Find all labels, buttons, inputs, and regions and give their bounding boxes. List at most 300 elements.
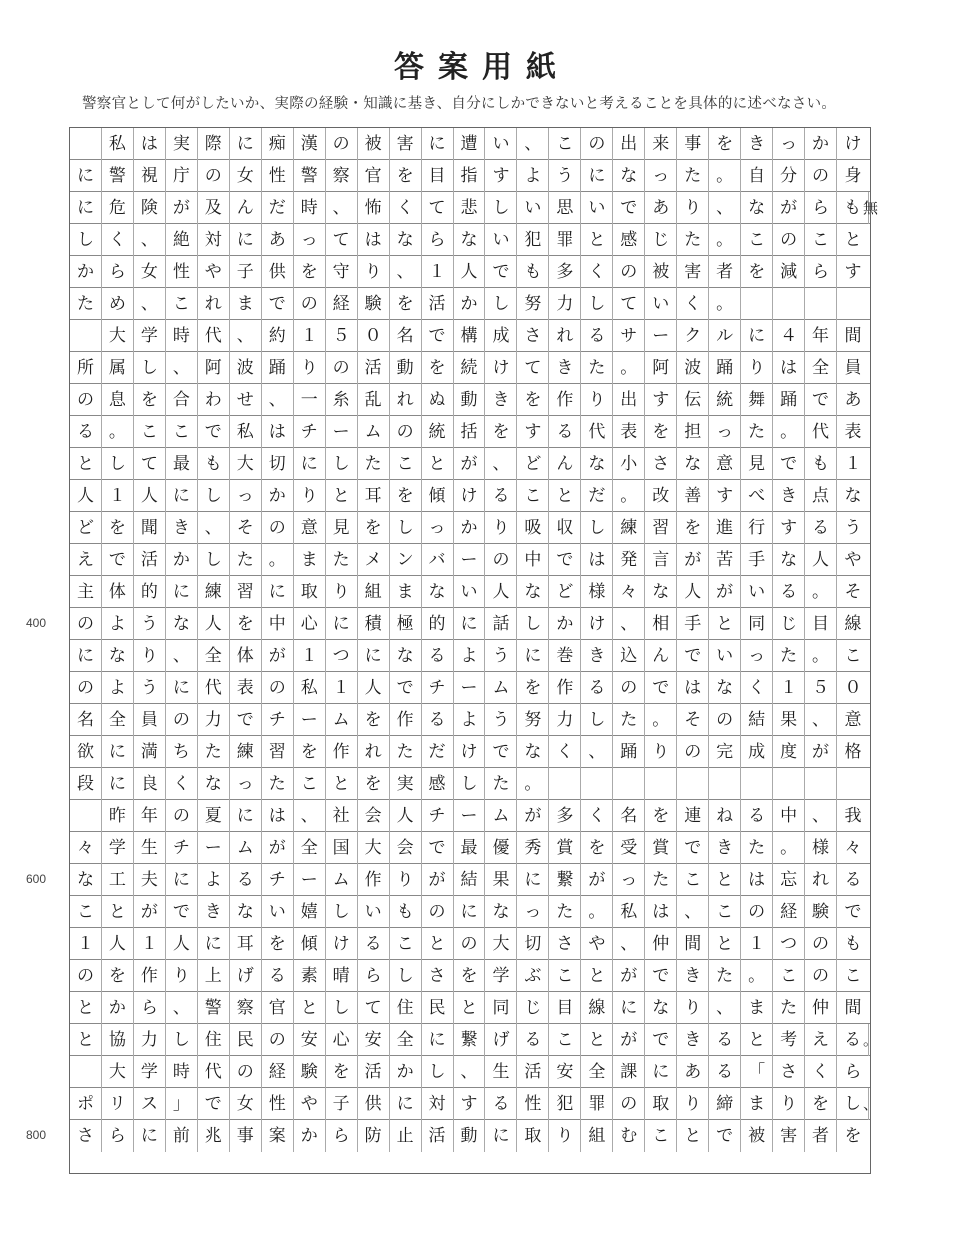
grid-cell: 小 [613, 448, 645, 480]
grid-cell: 時 [294, 192, 326, 224]
grid-cell: る [358, 928, 390, 960]
grid-cell: た [773, 992, 805, 1024]
grid-cell: も [805, 448, 837, 480]
grid-cell: い [485, 224, 517, 256]
grid-cell: 人 [102, 928, 134, 960]
grid-cell: す [454, 1088, 486, 1120]
grid-cell: ン [390, 544, 422, 576]
grid-cell: る [70, 416, 102, 448]
grid-cell: 事 [677, 128, 709, 160]
grid-cell: 察 [230, 992, 262, 1024]
grid-cell: 組 [581, 1120, 613, 1152]
grid-cell: は [581, 544, 613, 576]
grid-cell: 悲 [454, 192, 486, 224]
grid-cell: ら [102, 256, 134, 288]
grid-cell: る [709, 1024, 741, 1056]
grid-cell: の [262, 512, 294, 544]
grid-cell: な [517, 576, 549, 608]
grid-cell: が [166, 192, 198, 224]
grid-cell [677, 768, 709, 800]
grid-cell: 自 [741, 160, 773, 192]
grid-cell: う [134, 608, 166, 640]
grid-cell: 罪 [549, 224, 581, 256]
grid-cell: チ [422, 800, 454, 832]
grid-cell: る [844, 870, 862, 890]
grid-cell: 安 [294, 1024, 326, 1056]
grid-cell: を [454, 960, 486, 992]
grid-cell: に [166, 864, 198, 896]
grid-cell: 害 [390, 128, 422, 160]
grid-cell: す [517, 416, 549, 448]
grid-cell: 供 [358, 1088, 390, 1120]
grid-cell: も [844, 934, 862, 954]
grid-cell: か [549, 608, 581, 640]
grid-cell: ー [454, 800, 486, 832]
grid-row [70, 160, 870, 192]
grid-cell: を [709, 128, 741, 160]
grid-cell: 目 [422, 160, 454, 192]
grid-cell: 様 [805, 832, 837, 864]
grid-cell: １ [741, 928, 773, 960]
grid-cell: の [198, 160, 230, 192]
grid-cell [837, 768, 869, 800]
grid-cell: 優 [485, 832, 517, 864]
grid-cell: 験 [805, 896, 837, 928]
grid-cell: 人 [677, 576, 709, 608]
grid-cell: ら [805, 192, 837, 224]
grid-cell: し [390, 512, 422, 544]
grid-cell: 経 [326, 288, 358, 320]
grid-cell [70, 128, 102, 160]
grid-cell: 格 [844, 742, 862, 762]
grid-cell: く [166, 768, 198, 800]
grid-cell: に [294, 448, 326, 480]
grid-cell: き [677, 1024, 709, 1056]
grid-cell: が [454, 448, 486, 480]
grid-cell: 名 [390, 320, 422, 352]
grid-row [70, 448, 870, 480]
grid-cell: な [454, 224, 486, 256]
grid-cell: 間 [677, 928, 709, 960]
grid-cell: 事 [230, 1120, 262, 1152]
grid-cell: さ [70, 1120, 102, 1152]
grid-cell: も [198, 448, 230, 480]
manuscript-grid [69, 127, 879, 1174]
grid-cell: 危 [102, 192, 134, 224]
grid-cell: 属 [102, 352, 134, 384]
grid-cell: を [517, 672, 549, 704]
grid-cell: り [485, 512, 517, 544]
grid-cell: の [741, 896, 773, 928]
grid-cell: を [741, 256, 773, 288]
grid-cell: 作 [549, 384, 581, 416]
grid-cell: 昨 [102, 800, 134, 832]
grid-cell: 目 [805, 608, 837, 640]
grid-cell: 大 [102, 320, 134, 352]
grid-cell: ま [294, 544, 326, 576]
grid-cell: ー [645, 320, 677, 352]
grid-cell: ー [294, 704, 326, 736]
grid-cell: 改 [645, 480, 677, 512]
grid-cell: 良 [134, 768, 166, 800]
grid-cell: に [166, 576, 198, 608]
grid-cell: ま [390, 576, 422, 608]
grid-cell: で [390, 672, 422, 704]
grid-cell: 中 [262, 608, 294, 640]
grid-cell: り [326, 576, 358, 608]
grid-row [70, 320, 870, 352]
grid-cell: 、 [198, 512, 230, 544]
grid-cell: に [134, 1120, 166, 1152]
grid-cell: り [741, 352, 773, 384]
grid-cell: 人 [485, 576, 517, 608]
grid-cell: 止 [390, 1120, 422, 1152]
grid-cell: て [613, 288, 645, 320]
grid-cell: な [102, 640, 134, 672]
grid-cell: と [70, 448, 102, 480]
grid-cell: と [70, 1024, 102, 1056]
grid-cell: 人 [358, 672, 390, 704]
grid-cell: い [358, 896, 390, 928]
grid-cell: 取 [294, 576, 326, 608]
grid-cell: 課 [613, 1056, 645, 1088]
grid-cell: し [517, 608, 549, 640]
grid-cell: 感 [422, 768, 454, 800]
grid-cell: ど [70, 512, 102, 544]
grid-cell: る [581, 672, 613, 704]
grid-cell [613, 768, 645, 800]
grid-cell: 安 [549, 1056, 581, 1088]
grid-cell: つ [326, 640, 358, 672]
grid-cell: が [422, 864, 454, 896]
grid-cell: の [262, 1024, 294, 1056]
grid-cell: く [549, 736, 581, 768]
grid-cell: 習 [262, 736, 294, 768]
grid-cell: に [230, 224, 262, 256]
grid-cell: 、 [294, 800, 326, 832]
grid-cell: に [454, 896, 486, 928]
grid-cell: つ [773, 928, 805, 960]
grid-cell: か [390, 1056, 422, 1088]
grid-cell: 。 [581, 896, 613, 928]
grid-cell: こ [844, 646, 862, 666]
grid-cell: な [517, 736, 549, 768]
grid-cell: 住 [198, 1024, 230, 1056]
grid-row [70, 576, 870, 608]
grid-cell: し [134, 352, 166, 384]
grid-cell: 兆 [198, 1120, 230, 1152]
grid-cell: く [805, 1056, 837, 1088]
grid-cell: 防 [358, 1120, 390, 1152]
grid-cell: の [70, 384, 102, 416]
grid-cell: ー [454, 672, 486, 704]
grid-cell: 作 [134, 960, 166, 992]
grid-cell [773, 288, 805, 320]
grid-cell: き [485, 384, 517, 416]
grid-cell: 動 [454, 1120, 486, 1152]
grid-cell: こ [549, 960, 581, 992]
grid-cell: 学 [485, 960, 517, 992]
grid-cell: 我 [844, 806, 862, 826]
grid-cell: 生 [134, 832, 166, 864]
grid-cell: ぶ [517, 960, 549, 992]
grid-cell: 「 [741, 1056, 773, 1088]
grid-cell: の [166, 704, 198, 736]
grid-cell: す [844, 262, 862, 282]
grid-cell: は [262, 800, 294, 832]
grid-cell: や [844, 550, 862, 570]
grid-cell: ム [485, 800, 517, 832]
grid-cell: 作 [549, 672, 581, 704]
grid-cell: 犯 [549, 1088, 581, 1120]
grid-cell: た [358, 448, 390, 480]
grid-cell: 結 [454, 864, 486, 896]
grid-cell: 、 [134, 288, 166, 320]
grid-cell: は [677, 672, 709, 704]
grid-cell: ４ [773, 320, 805, 352]
grid-cell: っ [230, 768, 262, 800]
grid-cell: さ [517, 320, 549, 352]
grid-cell: る [837, 1024, 869, 1056]
grid-cell: 私 [613, 896, 645, 928]
grid-cell: で [422, 832, 454, 864]
grid-cell [741, 768, 773, 800]
grid-cell: で [613, 192, 645, 224]
grid-cell: の [390, 416, 422, 448]
grid-cell: 私 [230, 416, 262, 448]
grid-cell [741, 288, 773, 320]
grid-cell: と [549, 480, 581, 512]
grid-cell: 夏 [198, 800, 230, 832]
grid-cell: を [358, 768, 390, 800]
grid-cell: で [677, 640, 709, 672]
grid-cell: 連 [677, 800, 709, 832]
grid-row [70, 608, 870, 640]
grid-cell: 心 [326, 1024, 358, 1056]
grid-cell: た [549, 896, 581, 928]
grid-cell: 、 [613, 608, 645, 640]
grid-cell: で [645, 960, 677, 992]
grid-cell: 耳 [358, 480, 390, 512]
grid-cell: を [485, 416, 517, 448]
grid-cell: あ [262, 224, 294, 256]
grid-cell: し [837, 1088, 869, 1120]
grid-cell: こ [549, 1024, 581, 1056]
grid-cell: 指 [454, 160, 486, 192]
grid-cell: よ [454, 640, 486, 672]
grid-cell: し [581, 704, 613, 736]
grid-cell: し [485, 288, 517, 320]
grid-cell: 全 [805, 352, 837, 384]
grid-cell: ム [230, 832, 262, 864]
grid-cell: 分 [773, 160, 805, 192]
grid-cell: も [837, 192, 869, 224]
grid-cell: の [70, 608, 102, 640]
grid-cell: で [102, 544, 134, 576]
grid-cell: 視 [134, 160, 166, 192]
grid-cell: く [741, 672, 773, 704]
grid-cell: を [517, 384, 549, 416]
grid-row [70, 640, 870, 672]
grid-cell: で [262, 288, 294, 320]
grid-cell: 同 [741, 608, 773, 640]
grid-cell: 合 [166, 384, 198, 416]
grid-cell: 害 [773, 1120, 805, 1152]
grid-cell: る [262, 960, 294, 992]
grid-cell: る [485, 1088, 517, 1120]
grid-cell: た [326, 544, 358, 576]
grid-cell: ー [198, 832, 230, 864]
grid-cell: に [485, 1120, 517, 1152]
grid-cell: の [613, 1088, 645, 1120]
grid-cell: の [326, 352, 358, 384]
grid-cell: ら [326, 1120, 358, 1152]
grid-cell: た [198, 736, 230, 768]
grid-cell: り [294, 352, 326, 384]
grid-cell: で [773, 448, 805, 480]
grid-cell: が [709, 576, 741, 608]
grid-cell: 仲 [645, 928, 677, 960]
grid-cell: 女 [230, 1088, 262, 1120]
grid-cell: 手 [741, 544, 773, 576]
grid-cell: 担 [677, 416, 709, 448]
grid-cell: ク [677, 320, 709, 352]
grid-cell: 練 [613, 512, 645, 544]
grid-cell: 感 [613, 224, 645, 256]
grid-cell: 怖 [358, 192, 390, 224]
grid-cell: 切 [517, 928, 549, 960]
grid-cell: 人 [805, 544, 837, 576]
grid-cell: 代 [198, 672, 230, 704]
grid-cell: 的 [134, 576, 166, 608]
grid-cell: て [326, 224, 358, 256]
grid-cell: い [262, 896, 294, 928]
grid-cell: 間 [844, 326, 862, 346]
grid-cell: 性 [262, 1088, 294, 1120]
grid-cell: 安 [358, 1024, 390, 1056]
grid-cell: き [166, 512, 198, 544]
grid-cell: 々 [844, 838, 862, 858]
grid-cell: 経 [773, 896, 805, 928]
grid-cell-overflow: 無 [863, 199, 879, 217]
grid-cell: 、 [613, 928, 645, 960]
grid-cell: 相 [645, 608, 677, 640]
grid-cell: き [198, 896, 230, 928]
grid-cell: チ [262, 864, 294, 896]
grid-cell: の [773, 224, 805, 256]
grid-cell: っ [773, 128, 805, 160]
grid-cell: い [581, 192, 613, 224]
grid-cell: 息 [102, 384, 134, 416]
grid-cell: 踊 [773, 384, 805, 416]
grid-cell: く [581, 256, 613, 288]
grid-cell: 官 [262, 992, 294, 1024]
grid-cell: り [358, 256, 390, 288]
grid-cell: い [709, 640, 741, 672]
grid-cell: と [709, 864, 741, 896]
grid-cell: 収 [549, 512, 581, 544]
grid-cell-overflow: 、 [863, 1095, 879, 1113]
grid-cell: な [709, 672, 741, 704]
grid-cell: 行 [741, 512, 773, 544]
grid-cell: り [677, 1088, 709, 1120]
grid-cell: な [741, 192, 773, 224]
grid-cell: 被 [645, 256, 677, 288]
grid-cell: る [805, 512, 837, 544]
grid-cell: が [517, 800, 549, 832]
grid-cell: す [485, 160, 517, 192]
grid-cell: 。 [613, 480, 645, 512]
grid-cell: を [294, 736, 326, 768]
grid-cell: 乱 [358, 384, 390, 416]
grid-cell: 思 [549, 192, 581, 224]
grid-row [70, 384, 870, 416]
grid-cell: 切 [262, 448, 294, 480]
grid-cell: 聞 [134, 512, 166, 544]
grid-cell: 官 [358, 160, 390, 192]
grid-cell: だ [581, 480, 613, 512]
grid-cell: な [390, 640, 422, 672]
grid-cell: あ [844, 390, 862, 410]
grid-cell: か [294, 1120, 326, 1152]
grid-cell: た [741, 416, 773, 448]
grid-cell: べ [741, 480, 773, 512]
grid-cell: の [230, 1056, 262, 1088]
grid-cell: の [613, 256, 645, 288]
grid-cell: の [70, 960, 102, 992]
grid-cell: と [70, 992, 102, 1024]
grid-row [70, 1056, 870, 1088]
grid-cell: 性 [262, 160, 294, 192]
grid-cell: じ [645, 224, 677, 256]
grid-cell: む [613, 1120, 645, 1152]
grid-cell: 表 [844, 422, 862, 442]
grid-cell: 私 [102, 128, 134, 160]
grid-cell: で [645, 672, 677, 704]
grid-cell: 大 [485, 928, 517, 960]
grid-cell: に [390, 1088, 422, 1120]
grid-cell: き [549, 352, 581, 384]
grid-cell: 民 [230, 1024, 262, 1056]
grid-row [70, 512, 870, 544]
grid-cell: し [485, 192, 517, 224]
grid-cell: を [294, 256, 326, 288]
grid-cell: 守 [326, 256, 358, 288]
grid-cell: 人 [454, 256, 486, 288]
grid-cell: を [805, 1088, 837, 1120]
grid-cell: と [581, 960, 613, 992]
grid-cell: 積 [358, 608, 390, 640]
grid-cell: 段 [70, 768, 102, 800]
grid-cell: よ [517, 160, 549, 192]
grid-cell: ど [517, 448, 549, 480]
grid-cell: 様 [581, 576, 613, 608]
grid-cell: て [134, 448, 166, 480]
grid-cell: 人 [166, 928, 198, 960]
grid-cell: 目 [549, 992, 581, 1024]
grid-cell: た [70, 288, 102, 320]
grid-cell: で [485, 256, 517, 288]
grid-cell: 阿 [198, 352, 230, 384]
grid-cell: 作 [390, 704, 422, 736]
grid-cell: チ [422, 672, 454, 704]
grid-cell: 大 [230, 448, 262, 480]
grid-cell: を [358, 704, 390, 736]
grid-cell: 表 [613, 416, 645, 448]
grid-cell: ぬ [422, 384, 454, 416]
grid-cell: い [645, 288, 677, 320]
grid-cell: る [517, 1024, 549, 1056]
